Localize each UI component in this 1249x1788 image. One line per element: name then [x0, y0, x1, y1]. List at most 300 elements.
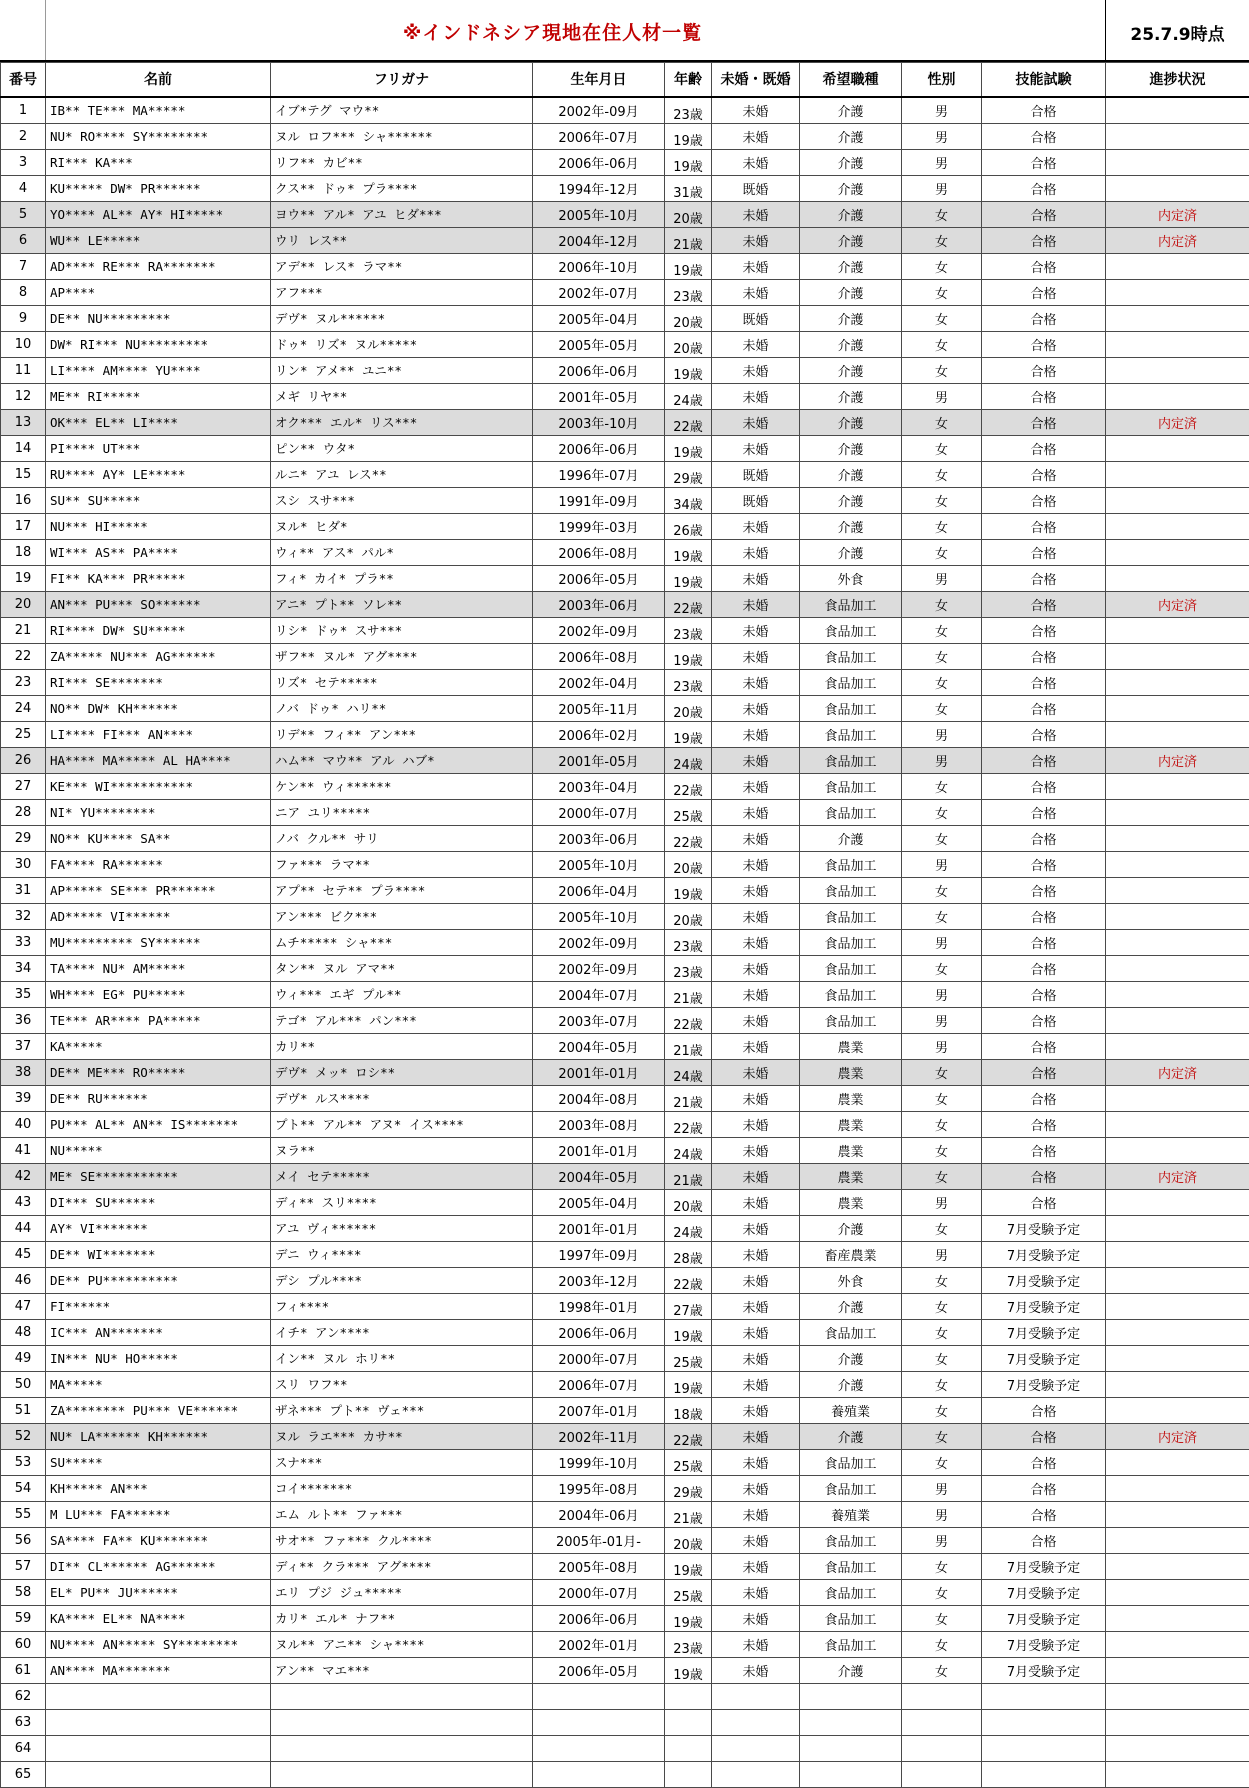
cell-name: FI******: [46, 1293, 271, 1319]
cell-marital: 未婚: [712, 279, 800, 305]
cell-dob: 2006年-07月: [533, 1371, 665, 1397]
cell-gender: 男: [902, 1475, 982, 1501]
table-row: [1, 1059, 1249, 1085]
cell-status: 内定済: [1106, 201, 1249, 227]
cell-status: [1106, 643, 1249, 669]
cell-kana: フィ****: [271, 1293, 533, 1319]
cell-gender: 女: [902, 591, 982, 617]
cell-job: 食品加工: [800, 1007, 902, 1033]
cell-job: 食品加工: [800, 1319, 902, 1345]
document-title: ※インドネシア現地在住人材一覧: [402, 22, 703, 44]
cell-marital: 未婚: [712, 1449, 800, 1475]
cell-status: [1106, 1319, 1249, 1345]
cell-status: [1106, 799, 1249, 825]
cell-job: 食品加工: [800, 1527, 902, 1553]
cell-status: 内定済: [1106, 1423, 1249, 1449]
cell-marital: 未婚: [712, 903, 800, 929]
cell-gender: 女: [902, 1657, 982, 1683]
cell-job: 食品加工: [800, 695, 902, 721]
cell-age: 18歳: [665, 1397, 712, 1423]
cell-status: [1106, 1527, 1249, 1553]
cell-kana: テゴ* アル*** パン***: [271, 1007, 533, 1033]
cell-marital: 未婚: [712, 565, 800, 591]
cell-no: 7: [1, 253, 46, 279]
cell-marital: 未婚: [712, 1475, 800, 1501]
cell-exam: 合格: [982, 513, 1106, 539]
cell-kana: リシ* ドゥ* スサ***: [271, 617, 533, 643]
header-exam: 技能試験: [982, 63, 1106, 97]
table-row: [1, 1553, 1249, 1579]
cell-job: 食品加工: [800, 929, 902, 955]
cell-marital: 未婚: [712, 851, 800, 877]
cell-no: 45: [1, 1241, 46, 1267]
cell-dob: 2002年-09月: [533, 929, 665, 955]
cell-dob: 2002年-09月: [533, 617, 665, 643]
cell-exam: 合格: [982, 1163, 1106, 1189]
cell-name: LI**** FI*** AN****: [46, 721, 271, 747]
cell-status: [1106, 1761, 1249, 1787]
cell-kana: ヌル ロフ*** シャ******: [271, 123, 533, 149]
cell-job: 介護: [800, 1423, 902, 1449]
cell-marital: 未婚: [712, 955, 800, 981]
cell-gender: 男: [902, 851, 982, 877]
cell-name: ME* SE***********: [46, 1163, 271, 1189]
cell-status: [1106, 1631, 1249, 1657]
cell-exam: 合格: [982, 175, 1106, 201]
cell-no: 54: [1, 1475, 46, 1501]
cell-job: 農業: [800, 1059, 902, 1085]
cell-age: 19歳: [665, 253, 712, 279]
cell-name: IC*** AN*******: [46, 1319, 271, 1345]
cell-exam: 7月受験予定: [982, 1319, 1106, 1345]
cell-no: 10: [1, 331, 46, 357]
cell-kana: ウィ*** エギ プル**: [271, 981, 533, 1007]
cell-gender: 女: [902, 669, 982, 695]
table-row: [1, 1709, 1249, 1735]
cell-gender: 女: [902, 1371, 982, 1397]
table-row: [1, 1137, 1249, 1163]
cell-age: 27歳: [665, 1293, 712, 1319]
cell-exam: 合格: [982, 253, 1106, 279]
cell-status: [1106, 955, 1249, 981]
table-row: [1, 981, 1249, 1007]
cell-kana: カリ* エル* ナフ**: [271, 1605, 533, 1631]
cell-age: 19歳: [665, 721, 712, 747]
cell-dob: 2003年-06月: [533, 825, 665, 851]
header-marital: 未婚・既婚: [712, 63, 800, 97]
cell-status: [1106, 1735, 1249, 1761]
cell-age: 25歳: [665, 799, 712, 825]
cell-job: 食品加工: [800, 981, 902, 1007]
cell-gender: [902, 1761, 982, 1787]
cell-job: 食品加工: [800, 1553, 902, 1579]
cell-age: 21歳: [665, 1501, 712, 1527]
cell-name: NU* RO**** SY********: [46, 123, 271, 149]
cell-name: LI**** AM**** YU****: [46, 357, 271, 383]
cell-kana: デヴ* メッ* ロシ**: [271, 1059, 533, 1085]
cell-dob: 2000年-07月: [533, 799, 665, 825]
cell-no: 48: [1, 1319, 46, 1345]
cell-name: AP***** SE*** PR******: [46, 877, 271, 903]
cell-status: [1106, 1657, 1249, 1683]
cell-age: 22歳: [665, 825, 712, 851]
cell-exam: 7月受験予定: [982, 1605, 1106, 1631]
cell-dob: 2006年-04月: [533, 877, 665, 903]
cell-job: 介護: [800, 123, 902, 149]
cell-status: [1106, 1033, 1249, 1059]
table-row: [1, 669, 1249, 695]
table-row: [1, 1631, 1249, 1657]
cell-status: [1106, 1683, 1249, 1709]
table-row: [1, 175, 1249, 201]
table-row: [1, 97, 1249, 124]
cell-gender: 女: [902, 1345, 982, 1371]
cell-no: 37: [1, 1033, 46, 1059]
cell-name: [46, 1709, 271, 1735]
cell-name: IN*** NU* HO*****: [46, 1345, 271, 1371]
cell-dob: 2001年-05月: [533, 383, 665, 409]
cell-no: 4: [1, 175, 46, 201]
cell-status: [1106, 1111, 1249, 1137]
cell-status: [1106, 175, 1249, 201]
cell-exam: 合格: [982, 201, 1106, 227]
cell-age: 20歳: [665, 1189, 712, 1215]
cell-kana: ドゥ* リズ* ヌル*****: [271, 331, 533, 357]
cell-no: 22: [1, 643, 46, 669]
cell-name: PI**** UT***: [46, 435, 271, 461]
cell-marital: 未婚: [712, 1501, 800, 1527]
cell-no: 20: [1, 591, 46, 617]
cell-job: 食品加工: [800, 955, 902, 981]
cell-job: 食品加工: [800, 617, 902, 643]
cell-job: 介護: [800, 513, 902, 539]
cell-job: 畜産農業: [800, 1241, 902, 1267]
header-dob: 生年月日: [533, 63, 665, 97]
cell-dob: 2006年-02月: [533, 721, 665, 747]
table-row: [1, 1657, 1249, 1683]
table-row: [1, 539, 1249, 565]
cell-exam: 合格: [982, 617, 1106, 643]
cell-status: [1106, 773, 1249, 799]
cell-age: [665, 1761, 712, 1787]
cell-no: 40: [1, 1111, 46, 1137]
cell-no: 34: [1, 955, 46, 981]
cell-name: KA**** EL** NA****: [46, 1605, 271, 1631]
cell-job: 介護: [800, 227, 902, 253]
cell-exam: 7月受験予定: [982, 1241, 1106, 1267]
cell-no: 11: [1, 357, 46, 383]
cell-dob: 2002年-07月: [533, 279, 665, 305]
cell-job: 農業: [800, 1033, 902, 1059]
cell-marital: 未婚: [712, 1553, 800, 1579]
cell-job: 介護: [800, 305, 902, 331]
table-row: [1, 149, 1249, 175]
cell-age: 20歳: [665, 331, 712, 357]
cell-age: 19歳: [665, 1319, 712, 1345]
cell-kana: ルニ* アユ レス**: [271, 461, 533, 487]
cell-kana: ハム** マウ** アル ハブ*: [271, 747, 533, 773]
cell-kana: アン*** ビク***: [271, 903, 533, 929]
cell-age: 29歳: [665, 1475, 712, 1501]
cell-dob: 2006年-08月: [533, 539, 665, 565]
cell-status: [1106, 617, 1249, 643]
cell-exam: 合格: [982, 747, 1106, 773]
cell-gender: 男: [902, 1033, 982, 1059]
table-row: [1, 1527, 1249, 1553]
cell-job: 外食: [800, 1267, 902, 1293]
cell-dob: 2006年-05月: [533, 565, 665, 591]
cell-job: 養殖業: [800, 1501, 902, 1527]
cell-age: 24歳: [665, 747, 712, 773]
cell-age: 19歳: [665, 1605, 712, 1631]
cell-name: M LU*** FA******: [46, 1501, 271, 1527]
table-row: [1, 643, 1249, 669]
cell-exam: [982, 1761, 1106, 1787]
cell-no: 65: [1, 1761, 46, 1787]
header-gender: 性別: [902, 63, 982, 97]
cell-job: 養殖業: [800, 1397, 902, 1423]
cell-dob: 2004年-08月: [533, 1085, 665, 1111]
cell-job: 介護: [800, 435, 902, 461]
cell-dob: 2004年-05月: [533, 1163, 665, 1189]
cell-exam: 合格: [982, 331, 1106, 357]
cell-no: 43: [1, 1189, 46, 1215]
cell-marital: 既婚: [712, 305, 800, 331]
cell-dob: 1998年-01月: [533, 1293, 665, 1319]
cell-gender: 男: [902, 747, 982, 773]
cell-no: 23: [1, 669, 46, 695]
table-row: [1, 1761, 1249, 1787]
cell-exam: 合格: [982, 383, 1106, 409]
cell-status: [1106, 513, 1249, 539]
cell-age: 19歳: [665, 123, 712, 149]
cell-no: 52: [1, 1423, 46, 1449]
cell-name: TE*** AR**** PA*****: [46, 1007, 271, 1033]
cell-kana: アデ** レス* ラマ**: [271, 253, 533, 279]
cell-no: 38: [1, 1059, 46, 1085]
cell-gender: 男: [902, 383, 982, 409]
cell-kana: ヌル** アニ** シャ****: [271, 1631, 533, 1657]
cell-gender: 女: [902, 1163, 982, 1189]
table-row: [1, 461, 1249, 487]
cell-kana: アユ ヴィ******: [271, 1215, 533, 1241]
cell-gender: 女: [902, 877, 982, 903]
cell-gender: 女: [902, 955, 982, 981]
cell-age: 28歳: [665, 1241, 712, 1267]
cell-job: 介護: [800, 1371, 902, 1397]
cell-kana: ザフ** ヌル* アグ****: [271, 643, 533, 669]
cell-status: [1106, 851, 1249, 877]
cell-status: [1106, 1215, 1249, 1241]
cell-exam: 合格: [982, 565, 1106, 591]
cell-kana: スシ スサ***: [271, 487, 533, 513]
cell-marital: 未婚: [712, 643, 800, 669]
cell-exam: 合格: [982, 799, 1106, 825]
cell-gender: 女: [902, 1111, 982, 1137]
cell-no: 25: [1, 721, 46, 747]
table-row: [1, 617, 1249, 643]
cell-job: 食品加工: [800, 877, 902, 903]
cell-name: EL* PU** JU******: [46, 1579, 271, 1605]
cell-status: [1106, 435, 1249, 461]
cell-kana: タン** ヌル アマ**: [271, 955, 533, 981]
cell-exam: 合格: [982, 409, 1106, 435]
cell-dob: 2004年-06月: [533, 1501, 665, 1527]
cell-job: 農業: [800, 1111, 902, 1137]
cell-no: 28: [1, 799, 46, 825]
table-row: [1, 1267, 1249, 1293]
cell-job: 食品加工: [800, 747, 902, 773]
table-row: [1, 305, 1249, 331]
table-row: [1, 513, 1249, 539]
cell-status: [1106, 695, 1249, 721]
cell-no: 41: [1, 1137, 46, 1163]
cell-kana: スナ***: [271, 1449, 533, 1475]
cell-no: 58: [1, 1579, 46, 1605]
cell-kana: アプ** セテ** プラ****: [271, 877, 533, 903]
cell-exam: 合格: [982, 1397, 1106, 1423]
cell-kana: サオ** ファ*** クル****: [271, 1527, 533, 1553]
cell-gender: 女: [902, 903, 982, 929]
cell-name: WH**** EG* PU*****: [46, 981, 271, 1007]
cell-dob: 2007年-01月: [533, 1397, 665, 1423]
cell-kana: ファ*** ラマ**: [271, 851, 533, 877]
cell-status: [1106, 1293, 1249, 1319]
cell-dob: 2004年-07月: [533, 981, 665, 1007]
table-row: [1, 1423, 1249, 1449]
cell-gender: 男: [902, 123, 982, 149]
cell-gender: 女: [902, 1059, 982, 1085]
cell-exam: 合格: [982, 1423, 1106, 1449]
table-row: [1, 1085, 1249, 1111]
cell-name: ME** RI*****: [46, 383, 271, 409]
cell-job: 介護: [800, 1657, 902, 1683]
candidate-table: [0, 62, 1249, 1788]
cell-kana: ザネ*** プト** ヴェ***: [271, 1397, 533, 1423]
cell-marital: 未婚: [712, 617, 800, 643]
table-row: [1, 1293, 1249, 1319]
cell-job: 介護: [800, 487, 902, 513]
cell-marital: 未婚: [712, 877, 800, 903]
cell-exam: 合格: [982, 981, 1106, 1007]
cell-gender: 男: [902, 981, 982, 1007]
table-row: [1, 929, 1249, 955]
table-row: [1, 1189, 1249, 1215]
cell-dob: 2004年-12月: [533, 227, 665, 253]
title-row: [0, 0, 1249, 62]
cell-status: [1106, 1241, 1249, 1267]
cell-exam: 7月受験予定: [982, 1553, 1106, 1579]
cell-name: TA**** NU* AM*****: [46, 955, 271, 981]
cell-name: DE** PU**********: [46, 1267, 271, 1293]
cell-gender: 女: [902, 1293, 982, 1319]
cell-name: DE** ME*** RO*****: [46, 1059, 271, 1085]
cell-exam: 合格: [982, 1085, 1106, 1111]
header-kana: フリガナ: [271, 63, 533, 97]
cell-age: 20歳: [665, 305, 712, 331]
cell-exam: 合格: [982, 955, 1106, 981]
cell-gender: 男: [902, 1527, 982, 1553]
cell-marital: 未婚: [712, 1423, 800, 1449]
cell-gender: 女: [902, 1579, 982, 1605]
cell-dob: 2001年-01月: [533, 1059, 665, 1085]
cell-exam: 合格: [982, 1449, 1106, 1475]
cell-job: 食品加工: [800, 721, 902, 747]
table-row: [1, 357, 1249, 383]
table-row: [1, 1501, 1249, 1527]
cell-status: [1106, 461, 1249, 487]
cell-no: 16: [1, 487, 46, 513]
table-row: [1, 851, 1249, 877]
cell-marital: 未婚: [712, 201, 800, 227]
cell-marital: 既婚: [712, 487, 800, 513]
cell-gender: 男: [902, 1189, 982, 1215]
cell-marital: 未婚: [712, 253, 800, 279]
cell-no: 2: [1, 123, 46, 149]
cell-status: 内定済: [1106, 1163, 1249, 1189]
cell-age: 25歳: [665, 1579, 712, 1605]
cell-dob: 2003年-07月: [533, 1007, 665, 1033]
table-row: [1, 1215, 1249, 1241]
cell-job: 食品加工: [800, 591, 902, 617]
cell-no: 53: [1, 1449, 46, 1475]
cell-kana: [271, 1735, 533, 1761]
cell-name: [46, 1683, 271, 1709]
cell-dob: 2006年-07月: [533, 123, 665, 149]
cell-age: 21歳: [665, 981, 712, 1007]
cell-gender: 女: [902, 1449, 982, 1475]
cell-gender: 男: [902, 565, 982, 591]
cell-exam: 合格: [982, 357, 1106, 383]
cell-job: 介護: [800, 1215, 902, 1241]
cell-no: 27: [1, 773, 46, 799]
table-row: [1, 591, 1249, 617]
cell-status: [1106, 669, 1249, 695]
cell-kana: ヨウ** アル* アユ ヒダ***: [271, 201, 533, 227]
cell-dob: 2005年-11月: [533, 695, 665, 721]
cell-age: 20歳: [665, 903, 712, 929]
cell-age: 29歳: [665, 461, 712, 487]
header-no: 番号: [1, 63, 46, 97]
cell-marital: 未婚: [712, 825, 800, 851]
cell-no: 61: [1, 1657, 46, 1683]
cell-status: [1106, 825, 1249, 851]
cell-job: 食品加工: [800, 1605, 902, 1631]
cell-gender: 女: [902, 695, 982, 721]
cell-name: [46, 1761, 271, 1787]
cell-dob: 1996年-07月: [533, 461, 665, 487]
cell-marital: 未婚: [712, 1163, 800, 1189]
cell-exam: 7月受験予定: [982, 1371, 1106, 1397]
cell-kana: ディ** クラ*** アグ****: [271, 1553, 533, 1579]
cell-kana: プト** アル** アヌ* イス****: [271, 1111, 533, 1137]
cell-no: 30: [1, 851, 46, 877]
cell-name: KA*****: [46, 1033, 271, 1059]
cell-exam: 合格: [982, 1501, 1106, 1527]
cell-job: 食品加工: [800, 799, 902, 825]
cell-marital: 未婚: [712, 1033, 800, 1059]
cell-dob: 2002年-09月: [533, 955, 665, 981]
table-row: [1, 487, 1249, 513]
cell-exam: 合格: [982, 227, 1106, 253]
cell-marital: 未婚: [712, 799, 800, 825]
cell-gender: 女: [902, 1319, 982, 1345]
cell-dob: 2003年-04月: [533, 773, 665, 799]
cell-name: YO**** AL** AY* HI*****: [46, 201, 271, 227]
cell-name: FA**** RA******: [46, 851, 271, 877]
cell-kana: ウィ** アス* パル*: [271, 539, 533, 565]
cell-gender: 女: [902, 1085, 982, 1111]
